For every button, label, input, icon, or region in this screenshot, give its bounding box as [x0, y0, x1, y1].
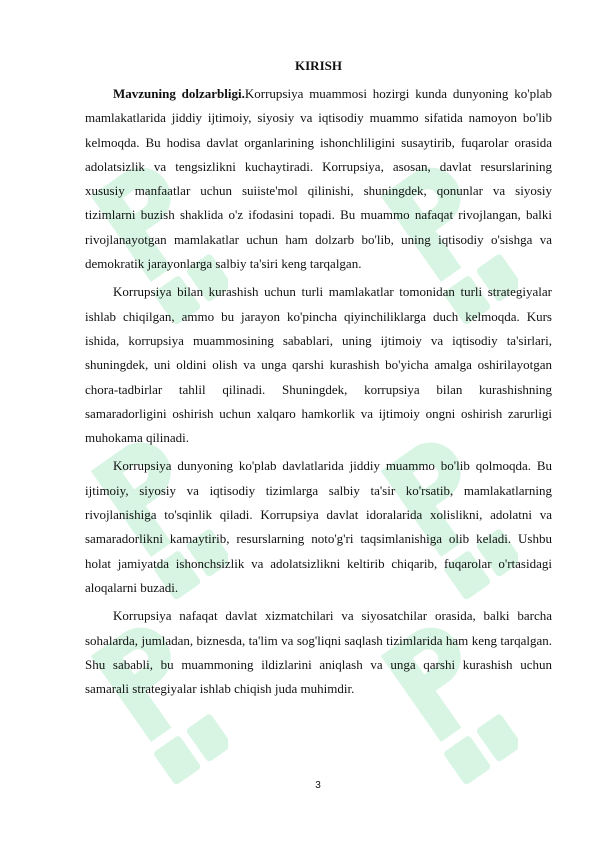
- paragraph-impact: [85, 454, 552, 600]
- page-title: KIRISH: [295, 58, 342, 73]
- paragraph-text: Korrupsiya bilan kurashish uchun turli mamlakatlar tomonidan turli strategiyalar ishlab chiqilgan, ammo bu jarayon ko'pincha qiyinchiliklarga duch kelmoqda. Kurs ishida, korrupsiya muammosining sabablari, uning ijtimoiy va iqtisodiy ta'sirlari, shuningdek, uni oldini olish va unga qarshi kurashish bo'yicha amalga oshirilayotgan chora-tadbirlar tahlil qilinadi. Shuningdek, korrupsiya bilan kurashishning samaradorligini oshirish uchun xalqaro hamkorlik va ijtimoiy ongni oshirish zarurligi muhokama qilinadi.: [85, 284, 552, 446]
- paragraph-strategies: [85, 280, 552, 450]
- paragraph-text: Korrupsiya muammosi hozirgi kunda dunyoning ko'plab mamlakatlarida jiddiy ijtimoiy, siyosiy va iqtisodiy muammo sifatida namoyon bo'lib kelmoqda. Bu hodisa davlat organlarining ishonchliligini susaytirib, fuqarolar orasida adolatsizlik va tengsizlikni kuchaytiradi. Korrupsiya, asosan, davlat resurslarining xususiy manfaatlar uchun suiiste'mol qilinishi, shuningdek, qonunlar va siyosiy tizimlarni buzish shaklida o'z ifodasini topadi. Bu muammo nafaqat rivojlangan, balki rivojlanayotgan mamlakatlar uchun ham dolzarb bo'lib, uning iqtisodiy o'sishga va demokratik jarayonlarga salbiy ta'siri keng tarqalgan.: [85, 86, 552, 272]
- paragraph-text: Korrupsiya dunyoning ko'plab davlatlarida jiddiy muammo bo'lib qolmoqda. Bu ijtimoiy, siyosiy va iqtisodiy tizimlarga salbiy ta'sir ko'rsatib, mamlakatlarning rivojlanishiga to'sqinlik qiladi. Korrupsiya davlat idoralarida xolislikni, adolatni va samaradorlikni kamaytirib, resurslarning noto'g'ri taqsimlanishiga olib keladi. Ushbu holat jamiyatda ishonchsizlik va adolatsizlikni keltirib chiqarib, fuqarolar o'rtasidagi aloqalarni buzadi.: [85, 458, 552, 595]
- paragraph-relevance: [85, 82, 552, 276]
- document-body: [85, 56, 552, 705]
- page-number: 3: [315, 780, 321, 791]
- paragraph-text: Korrupsiya nafaqat davlat xizmatchilari va siyosatchilar orasida, balki barcha sohalarda, jumladan, biznesda, ta'lim va sog'liqni saqlash tizimlarida ham keng tarqalgan. Shu sababli, bu muammoning ildizlarini aniqlash va unga qarshi kurashish uchun samarali strategiyalar ishlab chiqish juda muhimdir.: [85, 608, 552, 697]
- paragraph-lead: Mavzuning dolzarbligi.: [113, 86, 245, 101]
- paragraph-spread: [85, 604, 552, 701]
